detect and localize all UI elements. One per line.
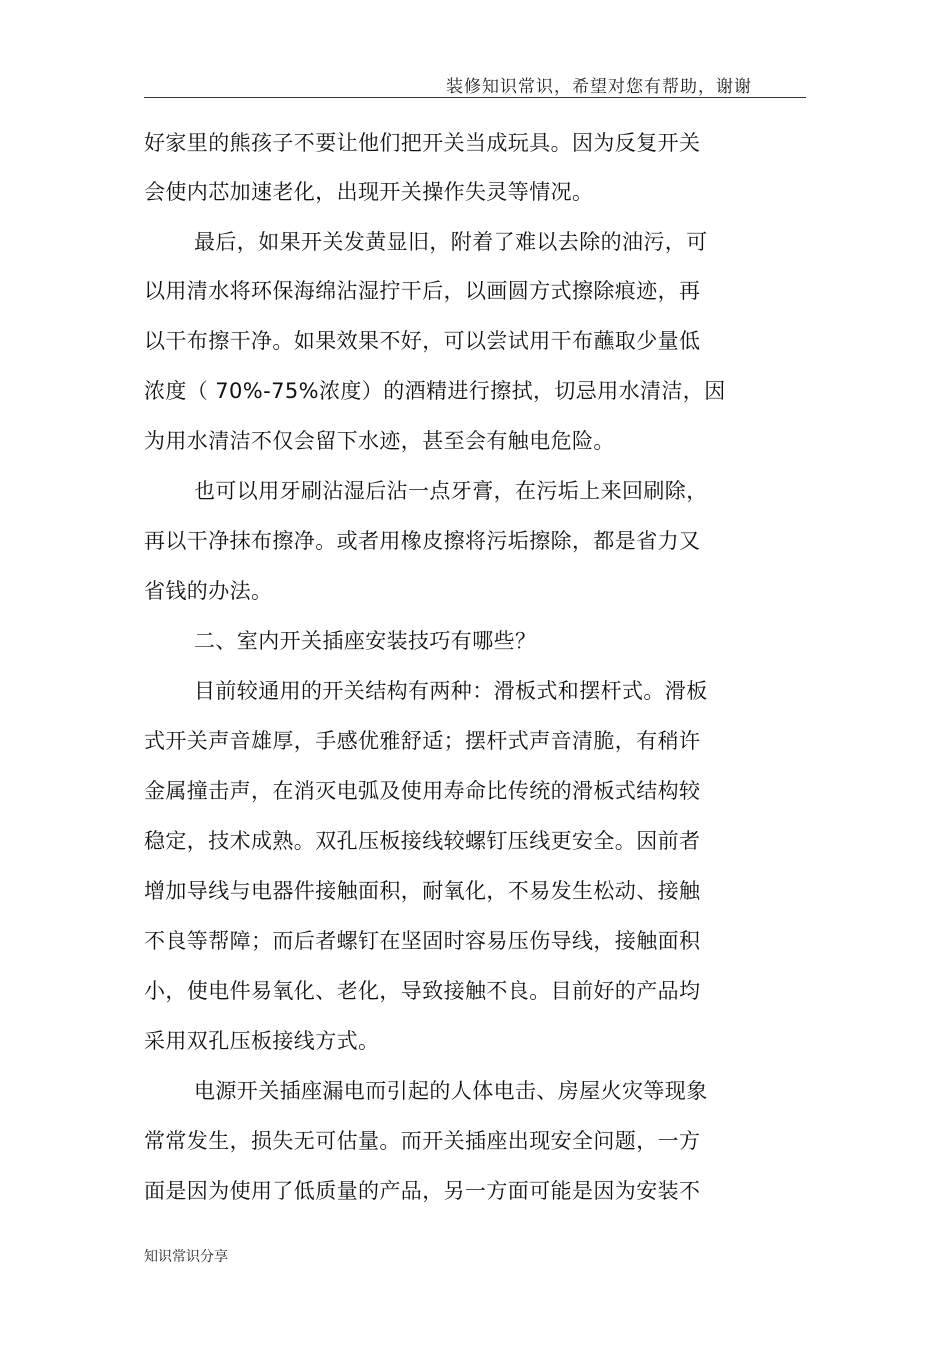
text-line: 金属撞击声，在消灭电弧及使用寿命比传统的滑板式结构较	[144, 779, 701, 803]
text-line: 电源开关插座漏电而引起的人体电击、房屋火灾等现象	[194, 1079, 708, 1103]
section-heading: 二、室内开关插座安装技巧有哪些？	[194, 629, 537, 653]
text-line: 省钱的办法。	[144, 579, 273, 603]
text-line: 再以干净抹布擦净。或者用橡皮擦将污垢擦除，都是省力又	[144, 529, 701, 553]
text-line: 增加导线与电器件接触面积，耐氧化，不易发生松动、接触	[144, 879, 701, 903]
text-line: 面是因为使用了低质量的产品，另一方面可能是因为安装不	[144, 1179, 701, 1203]
header-divider	[144, 97, 806, 98]
text-line: 采用双孔压板接线方式。	[144, 1029, 380, 1053]
text-line: 也可以用牙刷沾湿后沾一点牙膏，在污垢上来回刷除，	[194, 479, 708, 503]
header-title: 装修知识常识，希望对您有帮助，谢谢	[446, 77, 752, 97]
text-line: 稳定，技术成熟。双孔压板接线较螺钉压线更安全。因前者	[144, 829, 701, 853]
text-line: 会使内芯加速老化，出现开关操作失灵等情况。	[144, 180, 594, 204]
text-line: 目前较通用的开关结构有两种：滑板式和摆杆式。滑板	[194, 679, 708, 703]
text-line: 为用水清洁不仅会留下水迹，甚至会有触电危险。	[144, 429, 615, 453]
text-line: 最后，如果开关发黄显旧，附着了难以去除的油污，可	[194, 230, 708, 254]
text-line: 以用清水将环保海绵沾湿拧干后，以画圆方式擦除痕迹，再	[144, 279, 701, 303]
page-footer: 知识常识分享	[144, 1249, 228, 1265]
text-line: 常常发生，损失无可估量。而开关插座出现安全问题，一方	[144, 1129, 701, 1153]
text-line: 不良等帮障；而后者螺钉在坚固时容易压伤导线，接触面积	[144, 929, 701, 953]
text-line: 浓度（ 70%-75%浓度）的酒精进行擦拭，切忌用水清洁，因	[144, 379, 726, 403]
text-line: 式开关声音雄厚，手感优雅舒适；摆杆式声音清脆，有稍许	[144, 729, 701, 753]
text-line: 小，使电件易氧化、老化，导致接触不良。目前好的产品均	[144, 979, 701, 1003]
text-line: 好家里的熊孩子不要让他们把开关当成玩具。因为反复开关	[144, 131, 701, 155]
text-line: 以干布擦干净。如果效果不好，可以尝试用干布蘸取少量低	[144, 329, 701, 353]
